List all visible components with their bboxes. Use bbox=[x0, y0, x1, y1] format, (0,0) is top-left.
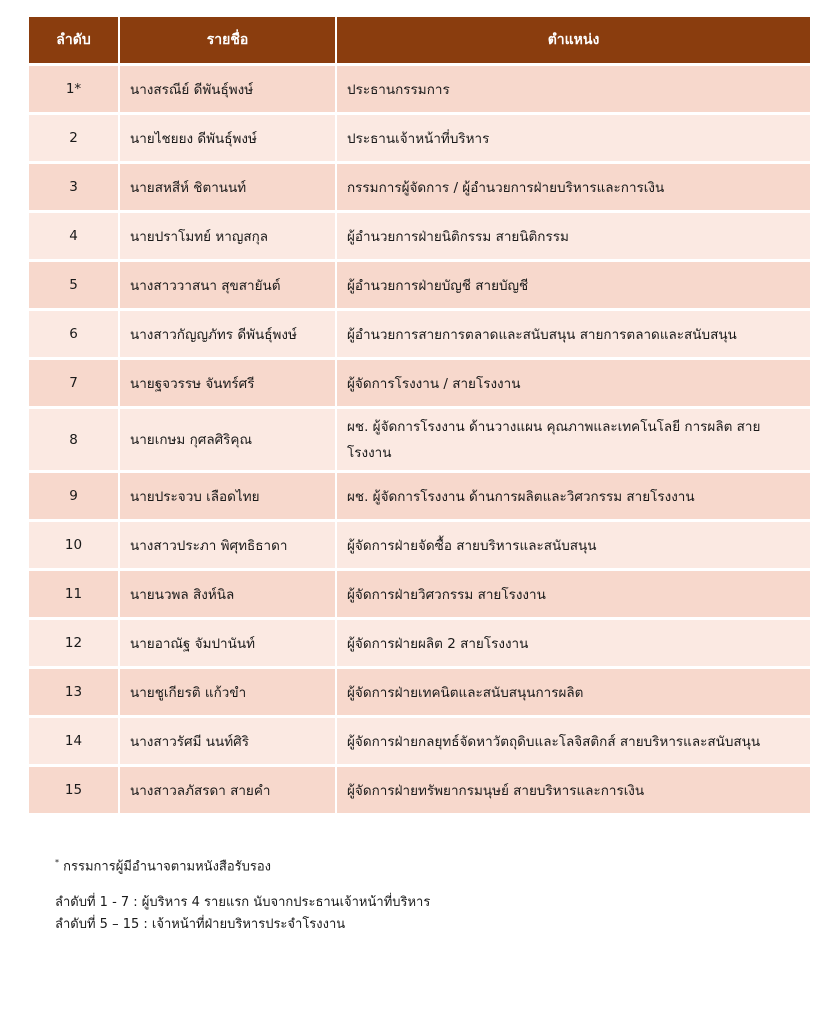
row-position: ผู้จัดการฝ่ายผลิต 2 สายโรงงาน bbox=[336, 619, 810, 668]
table-row bbox=[29, 359, 810, 408]
row-number: 13 bbox=[29, 668, 119, 717]
row-name: นายฐจวรรษ จันทร์ศรี bbox=[119, 359, 336, 408]
row-name: นางสาววาสนา สุขสายันต์ bbox=[119, 261, 336, 310]
row-number: 11 bbox=[29, 570, 119, 619]
footnote bbox=[55, 852, 430, 878]
table-row bbox=[29, 521, 810, 570]
row-position: ผู้จัดการฝ่ายทรัพยากรมนุษย์ สายบริหารและการเงิน bbox=[336, 766, 810, 814]
table-row bbox=[29, 766, 810, 814]
row-position: ผู้อำนวยการฝ่ายนิติกรรม สายนิติกรรม bbox=[336, 212, 810, 261]
table-row bbox=[29, 310, 810, 359]
table-row bbox=[29, 619, 810, 668]
header-name: รายชื่อ bbox=[119, 17, 336, 65]
row-position: ผู้จัดการฝ่ายวิศวกรรม สายโรงงาน bbox=[336, 570, 810, 619]
row-position: ผู้อำนวยการฝ่ายบัญชี สายบัญชี bbox=[336, 261, 810, 310]
row-name: นางสาวลภัสรดา สายคำ bbox=[119, 766, 336, 814]
row-position: ประธานเจ้าหน้าที่บริหาร bbox=[336, 114, 810, 163]
row-position: ผู้จัดการฝ่ายเทคนิตและสนับสนุนการผลิต bbox=[336, 668, 810, 717]
row-name: นางสาวประภา พิศุทธิธาดา bbox=[119, 521, 336, 570]
row-number: 10 bbox=[29, 521, 119, 570]
header-position: ตำแหน่ง bbox=[336, 17, 810, 65]
table-row bbox=[29, 570, 810, 619]
table-row bbox=[29, 472, 810, 521]
row-position: กรรมการผู้จัดการ / ผู้อำนวยการฝ่ายบริหารและการเงิน bbox=[336, 163, 810, 212]
row-number: 12 bbox=[29, 619, 119, 668]
row-name: นายอาณัฐ จัมปานันท์ bbox=[119, 619, 336, 668]
table-row bbox=[29, 408, 810, 472]
notes-section bbox=[55, 852, 430, 936]
table-row bbox=[29, 163, 810, 212]
row-number: 6 bbox=[29, 310, 119, 359]
row-name: นางสรณีย์ ดีพันธุ์พงษ์ bbox=[119, 65, 336, 114]
table-row bbox=[29, 668, 810, 717]
row-name: นางสาวรัศมี นนท์ศิริ bbox=[119, 717, 336, 766]
row-position: ผช. ผู้จัดการโรงงาน ด้านวางแผน คุณภาพและเทคโนโลยี การผลิต สายโรงงาน bbox=[336, 408, 810, 472]
note-line-2: ลำดับที่ 5 – 15 : เจ้าหน้าที่ฝ่ายบริหารประจำโรงงาน bbox=[55, 917, 346, 933]
row-name: นางสาวกัญญภัทร ดีพันธุ์พงษ์ bbox=[119, 310, 336, 359]
footnote-mark: * bbox=[55, 858, 59, 867]
row-number: 9 bbox=[29, 472, 119, 521]
footnote-text: กรรมการผู้มีอำนาจตามหนังสือรับรอง bbox=[63, 859, 272, 875]
row-number: 8 bbox=[29, 408, 119, 472]
row-position: ผู้จัดการโรงงาน / สายโรงงาน bbox=[336, 359, 810, 408]
row-position: ผู้จัดการฝ่ายกลยุทธ์จัดหาวัตถุดิบและโลจิสติกส์ สายบริหารและสนับสนุน bbox=[336, 717, 810, 766]
row-name: นายประจวบ เลือดไทย bbox=[119, 472, 336, 521]
row-number: 1* bbox=[29, 65, 119, 114]
table-row bbox=[29, 65, 810, 114]
row-name: นายชูเกียรติ แก้วขำ bbox=[119, 668, 336, 717]
table-header-row bbox=[29, 17, 810, 65]
row-name: นายสหสีห์ ชิตานนท์ bbox=[119, 163, 336, 212]
header-order: ลำดับ bbox=[29, 17, 119, 65]
row-number: 5 bbox=[29, 261, 119, 310]
row-number: 4 bbox=[29, 212, 119, 261]
table-row bbox=[29, 114, 810, 163]
row-name: นายปราโมทย์ หาญสกุล bbox=[119, 212, 336, 261]
row-number: 14 bbox=[29, 717, 119, 766]
table-row bbox=[29, 717, 810, 766]
note-line-1: ลำดับที่ 1 - 7 : ผู้บริหาร 4 รายแรก นับจากประธานเจ้าหน้าที่บริหาร bbox=[55, 895, 431, 911]
row-number: 15 bbox=[29, 766, 119, 814]
executives-table bbox=[29, 17, 810, 813]
table-row bbox=[29, 212, 810, 261]
row-position: ผช. ผู้จัดการโรงงาน ด้านการผลิตและวิศวกรรม สายโรงงาน bbox=[336, 472, 810, 521]
row-name: นายเกษม กุศลศิริคุณ bbox=[119, 408, 336, 472]
row-number: 2 bbox=[29, 114, 119, 163]
row-name: นายไชยยง ดีพันธุ์พงษ์ bbox=[119, 114, 336, 163]
row-position: ประธานกรรมการ bbox=[336, 65, 810, 114]
row-position: ผู้อำนวยการสายการตลาดและสนับสนุน สายการตลาดและสนับสนุน bbox=[336, 310, 810, 359]
table-row bbox=[29, 261, 810, 310]
row-number: 3 bbox=[29, 163, 119, 212]
row-position: ผู้จัดการฝ่ายจัดซื้อ สายบริหารและสนับสนุน bbox=[336, 521, 810, 570]
row-number: 7 bbox=[29, 359, 119, 408]
row-name: นายนวพล สิงห์นิล bbox=[119, 570, 336, 619]
